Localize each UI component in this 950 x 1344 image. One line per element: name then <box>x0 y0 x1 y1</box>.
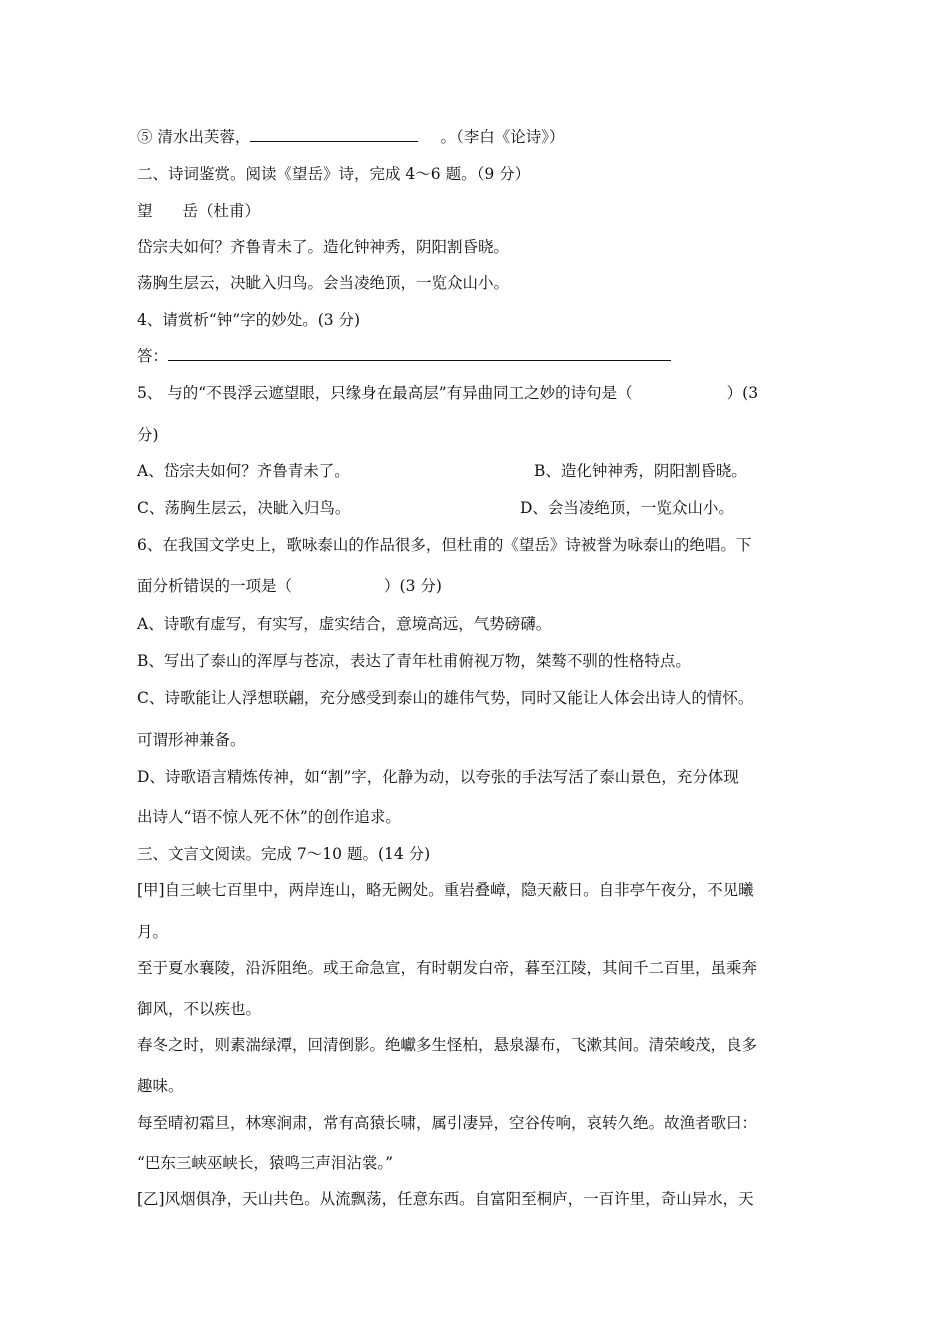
option-c: C、荡胸生层云，决眦入归鸟。 <box>137 499 351 517</box>
passage-jia-p4: 每至晴初霜旦，林寒涧肃，常有高猿长啸，属引凄异，空谷传响，哀转久绝。故渔者歌曰： <box>137 1114 758 1132</box>
question-6-option-d-cont: 出诗人“语不惊人死不休”的创作追求。 <box>137 808 401 826</box>
passage-jia-p4-cont: “巴东三峡巫峡长，猿鸣三声泪沾裳。” <box>137 1154 394 1172</box>
answer-blank[interactable] <box>168 346 671 361</box>
poem-title: 望 岳（杜甫） <box>137 202 261 220</box>
passage-yi-p1: [乙]风烟俱净，天山共色。从流飘荡，任意东西。自富阳至桐庐，一百许里，奇山异水，天 <box>137 1190 754 1208</box>
passage-jia-p3: 春冬之时，则素湍绿潭，回清倒影。绝巘多生怪柏，悬泉瀑布，飞漱其间。清荣峻茂，良多 <box>137 1036 758 1054</box>
option-a: A、岱宗夫如何？齐鲁青未了。 <box>137 462 350 480</box>
question-4: 4、请赏析“钟”字的妙处。(3 分) <box>137 311 361 329</box>
poem-line-1: 岱宗夫如何？齐鲁青未了。造化钟神秀，阴阳割昏晓。 <box>137 238 510 256</box>
section-2-heading: 二、诗词鉴赏。阅读《望岳》诗，完成 4～6 题。（9 分） <box>137 165 531 183</box>
option-b: B、造化钟神秀，阴阳割昏晓。 <box>534 462 747 480</box>
passage-jia-p2-cont: 御风，不以疾也。 <box>137 1000 262 1018</box>
question-4-answer-line: 答： <box>137 345 817 367</box>
question-5-continued: 分) <box>137 426 159 444</box>
question-6-option-b: B、写出了泰山的浑厚与苍凉，表达了青年杜甫俯视万物，桀骜不驯的性格特点。 <box>137 652 691 670</box>
question-6-option-c: C、诗歌能让人浮想联翩，充分感受到泰山的雄伟气势，同时又能让人体会出诗人的情怀。 <box>137 689 754 707</box>
passage-jia-p3-cont: 趣味。 <box>137 1077 184 1095</box>
question-5: 5、 与的“不畏浮云遮望眼，只缘身在最高层”有异曲同工之妙的诗句是（ ）(3 <box>137 384 759 402</box>
question-6-line-1: 6、在我国文学史上，歌咏泰山的作品很多，但杜甫的《望岳》诗被誉为咏泰山的绝唱。下 <box>137 536 752 554</box>
q1-item-5: ⑤ 清水出芙蓉， 。（李白《论诗》） <box>137 128 565 146</box>
poem-line-2: 荡胸生层云，决眦入归鸟。会当凌绝顶，一览众山小。 <box>137 274 510 292</box>
passage-jia-p1-cont: 月。 <box>137 923 169 941</box>
question-6-option-c-cont: 可谓形神兼备。 <box>137 731 246 749</box>
question-6-option-a: A、诗歌有虚写，有实写，虚实结合，意境高远，气势磅礴。 <box>137 615 552 633</box>
question-6-line-2: 面分析错误的一项是（ ）(3 分) <box>137 577 442 595</box>
answer-blank[interactable] <box>250 127 418 142</box>
passage-jia-p1: [甲]自三峡七百里中，两岸连山，略无阙处。重岩叠嶂，隐天蔽日。自非亭午夜分，不见曦 <box>137 881 754 899</box>
question-6-option-d: D、诗歌语言精炼传神，如“割”字，化静为动，以夸张的手法写活了泰山景色，充分体现 <box>137 768 739 786</box>
option-d: D、会当凌绝顶，一览众山小。 <box>520 499 734 517</box>
section-3-heading: 三、文言文阅读。完成 7～10 题。(14 分) <box>137 845 431 863</box>
passage-jia-p2: 至于夏水襄陵，沿泝阻绝。或王命急宣，有时朝发白帝，暮至江陵，其间千二百里，虽乘奔 <box>137 959 758 977</box>
